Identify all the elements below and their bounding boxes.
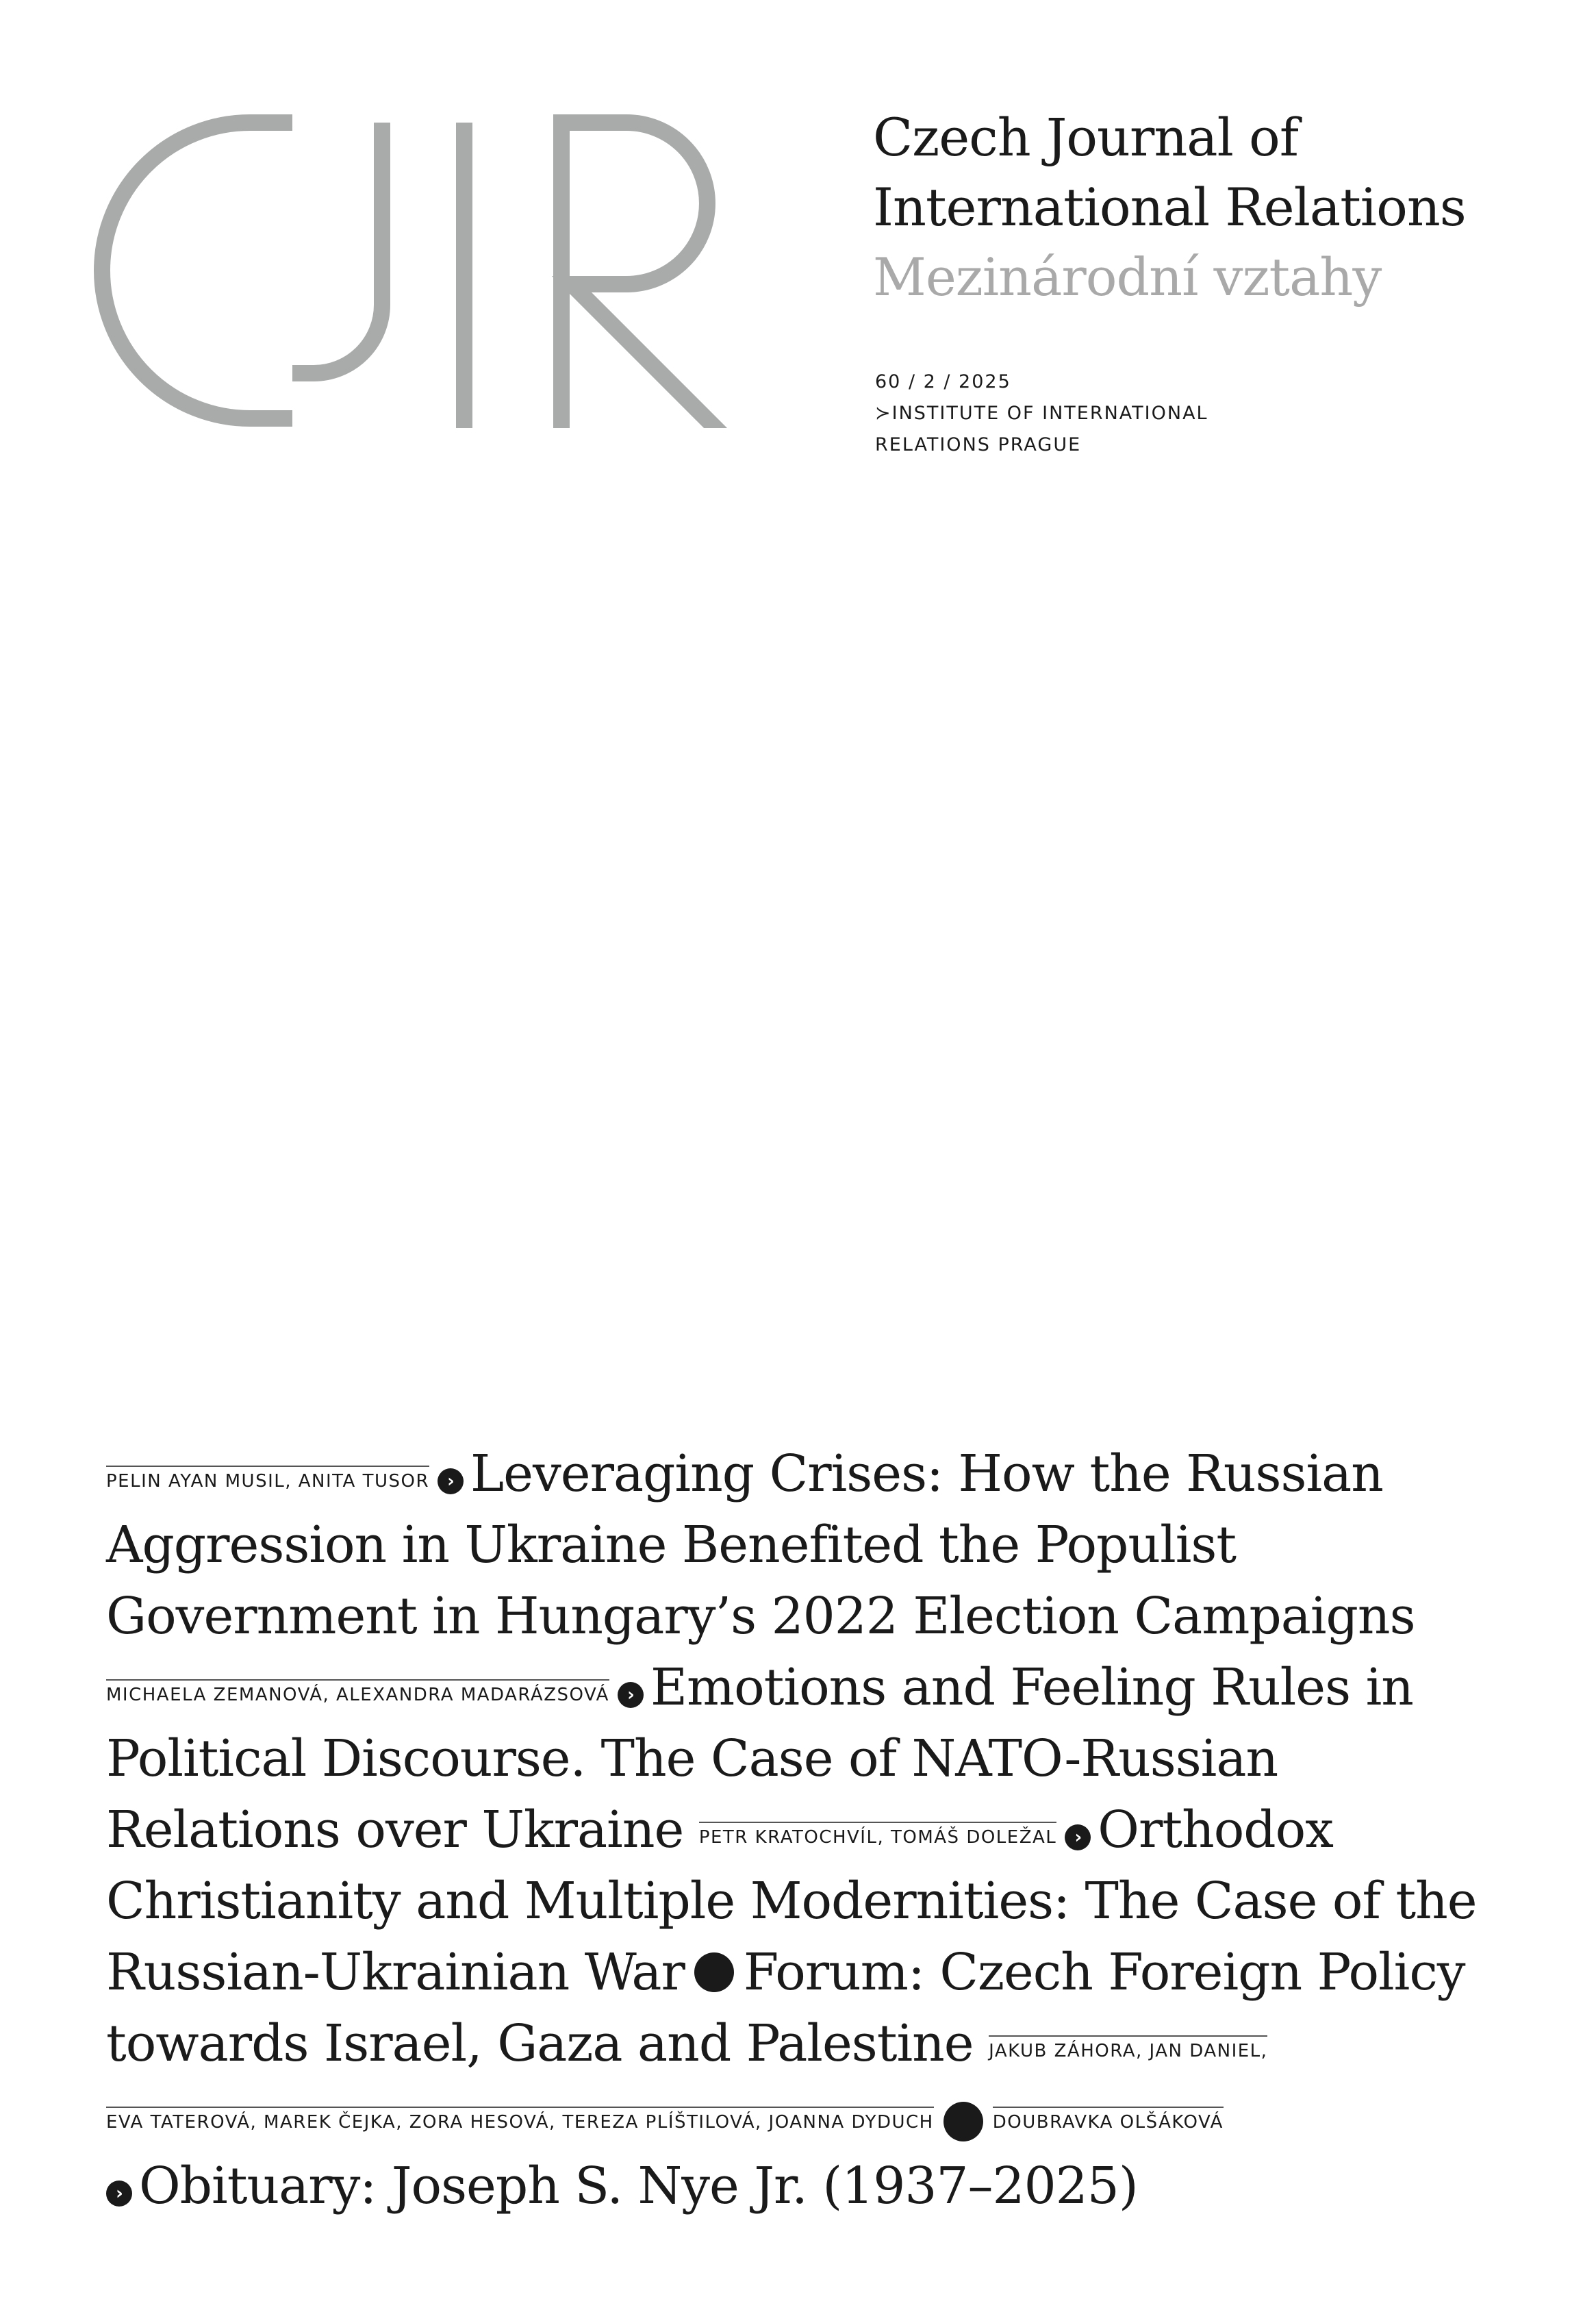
arrow-icon: › [106, 2181, 132, 2207]
arrow-icon: › [618, 1682, 644, 1708]
item4-title: Forum: Czech Foreign Policy towards Israel, Gaza and Palestine [106, 1943, 1465, 2073]
item3-title: Orthodox Christianity and Multiple Modernities: The Case of the Russian-Ukrainian War [106, 1800, 1477, 2002]
bullet-dot-icon [943, 2102, 983, 2141]
bullet-dot-icon [694, 1952, 734, 1992]
cjir-logo [92, 113, 777, 428]
journal-subtitle: Mezinárodní vztahy [873, 247, 1382, 307]
item4-authors-line2: EVA TATEROVÁ, MAREK ČEJKA, ZORA HESOVÁ, TEREZA PLÍŠTILOVÁ, JOANNA DYDUCH [106, 2107, 934, 2133]
journal-title-line1: Czech Journal of [873, 107, 1298, 168]
issue-meta [875, 366, 1208, 461]
journal-title-line2: International Relations [873, 177, 1466, 238]
item5-title: Obituary: Joseph S. Nye Jr. (1937–2025) [139, 2157, 1138, 2215]
arrow-icon: › [438, 1468, 464, 1494]
item2-title: Emotions and Feeling Rules in Political Discourse. The Case of NATO-Russian Relations over Ukraine [106, 1658, 1413, 1859]
journal-title-block [873, 103, 1466, 312]
item2-authors: MICHAELA ZEMANOVÁ, ALEXANDRA MADARÁZSOVÁ [106, 1679, 609, 1705]
item1-title: Leveraging Crises: How the Russian Aggression in Ukraine Benefited the Populist Government in Hungary’s 2022 Election Campaigns [106, 1444, 1415, 1646]
item1-authors: PELIN AYAN MUSIL, ANITA TUSOR [106, 1466, 429, 1492]
item4-authors-line1: JAKUB ZÁHORA, JAN DANIEL, [989, 2035, 1267, 2061]
item5-authors: DOUBRAVKA OLŠÁKOVÁ [993, 2107, 1224, 2133]
item3-authors: PETR KRATOCHVÍL, TOMÁŠ DOLEŽAL [699, 1822, 1056, 1848]
arrow-icon: › [1065, 1824, 1091, 1850]
publisher-line1: ≻INSTITUTE OF INTERNATIONAL [875, 403, 1208, 424]
table-of-contents [106, 1438, 1496, 2222]
issue-volume: 60 / 2 / 2025 [875, 371, 1011, 392]
publisher-line2: RELATIONS PRAGUE [875, 434, 1082, 455]
